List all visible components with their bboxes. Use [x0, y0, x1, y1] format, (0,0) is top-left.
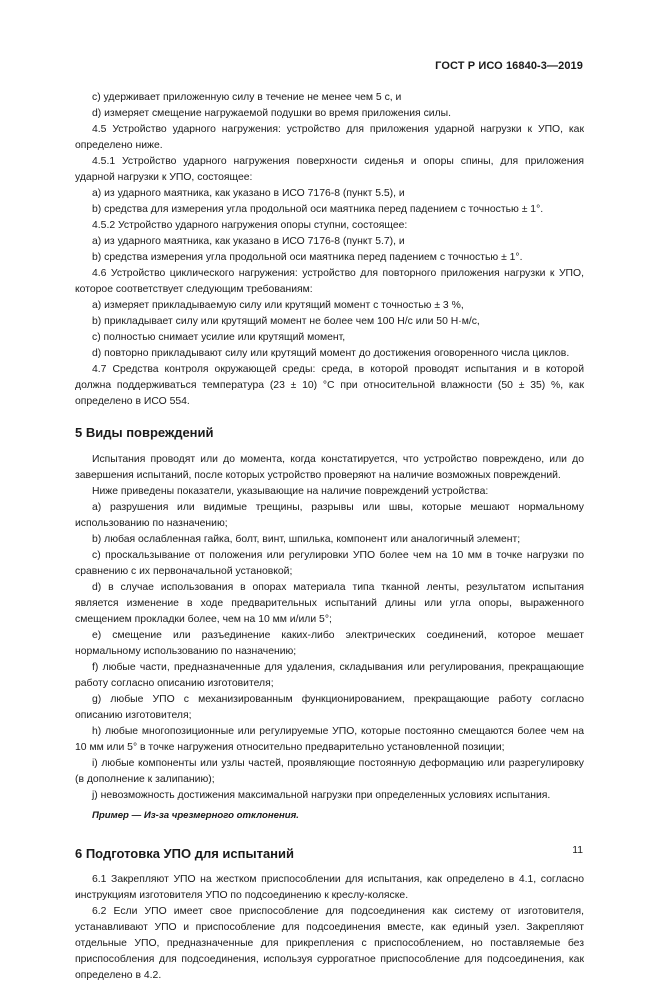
paragraph: 4.6 Устройство циклического нагружения: устройство для повторного приложения нагрузки к УПО, которое соответствует следующим требованиям: [75, 268, 584, 295]
paragraph: Испытания проводят или до момента, когда констатируется, что устройство повреждено, или до завершения испытаний, после которых устройство проверяют на наличие возможных повреждений. [75, 454, 584, 481]
section-5-heading: 5 Виды повреждений [75, 425, 214, 440]
paragraph: 6.1 Закрепляют УПО на жестком приспособлении для испытания, как определено в 4.1, согласно инструкциям изготовителя УПО по подсоединению к креслу-коляске. [75, 874, 584, 901]
example-note: Пример — Из-за чрезмерного отклонения. [92, 810, 299, 821]
paragraph: c) полностью снимает усилие или крутящий момент, [92, 332, 346, 343]
paragraph: 6.2 Если УПО имеет свое приспособление для подсоединения как систему от изготовителя, устанавливают УПО и приспособление для подсоединения вместе, как единый узел. Закрепляют отдельные УПО, предназначенные для прикрепления с приспособлением, но поставляемые без приспособления для подсоединения, используя суррогатное приспособление для подсоединения, как определено в 4.2. [75, 906, 584, 981]
paragraph: Ниже приведены показатели, указывающие на наличие повреждений устройства: [92, 486, 489, 497]
paragraph: a) из ударного маятника, как указано в ИСО 7176-8 (пункт 5.5), и [92, 188, 405, 199]
section-6-heading: 6 Подготовка УПО для испытаний [75, 846, 295, 861]
paragraph: g) любые УПО с механизированным функционированием, прекращающие работу согласно описанию изготовителя; [75, 694, 584, 721]
paragraph: 4.5 Устройство ударного нагружения: устройство для приложения ударной нагрузки к УПО, как определено ниже. [75, 124, 584, 151]
paragraph: d) повторно прикладывают силу или крутящий момент до достижения оговоренного числа циклов. [92, 348, 570, 359]
paragraph: a) разрушения или видимые трещины, разрывы или швы, которые мешают нормальному использованию по назначению; [75, 502, 584, 529]
paragraph: d) в случае использования в опорах материала типа тканной ленты, результатом испытания является изменение в ходе предварительных испытаний длины или угла опоры, выраженного смещением прокладки более, чем на 10 мм и/или 5°; [75, 582, 584, 625]
page-number: 11 [572, 845, 583, 856]
paragraph: h) любые многопозиционные или регулируемые УПО, которые постоянно смещаются более чем на 10 мм или 5° в точке нагружения относительно предварительно установленной позиции; [75, 726, 584, 753]
paragraph: j) невозможность достижения максимальной нагрузки при определенных условиях испытания. [92, 790, 551, 801]
paragraph: i) любые компоненты или узлы частей, проявляющие постоянную деформацию или разрегулировку (в дополнение к залипанию); [75, 758, 584, 785]
paragraph: 4.7 Средства контроля окружающей среды: среда, в которой проводят испытания и в которой должна поддерживаться температура (23 ± 10) °С при относительной влажности (50 ± 35) %, как определено в ИСО 554. [75, 364, 584, 407]
clause-4-continuation [75, 90, 584, 410]
paragraph: f) любые части, предназначенные для удаления, складывания или регулирования, прекращающие работу согласно описанию изготовителя; [75, 662, 584, 689]
paragraph: b) средства измерения угла продольной оси маятника перед падением с точностью ± 1°. [92, 252, 523, 263]
section-5-body [75, 452, 584, 804]
paragraph: c) проскальзывание от положения или регулировки УПО более чем на 10 мм в точке нагрузки по сравнению с их первоначальной установкой; [75, 550, 584, 577]
paragraph: a) из ударного маятника, как указано в ИСО 7176-8 (пункт 5.7), и [92, 236, 405, 247]
paragraph: b) любая ослабленная гайка, болт, винт, шпилька, компонент или аналогичный элемент; [92, 534, 521, 545]
paragraph: e) смещение или разъединение каких-либо электрических соединений, которое мешает нормальному использованию по назначению; [75, 630, 584, 657]
paragraph: a) измеряет прикладываемую силу или крутящий момент с точностью ± 3 %, [92, 300, 464, 311]
document-id-header: ГОСТ Р ИСО 16840-3—2019 [435, 60, 583, 72]
paragraph: b) средства для измерения угла продольной оси маятника перед падением с точностью ± 1°. [92, 204, 544, 215]
paragraph: c) удерживает приложенную силу в течение не менее чем 5 с, и [92, 92, 402, 103]
paragraph: b) прикладывает силу или крутящий момент не более чем 100 Н/с или 50 Н·м/с, [92, 316, 480, 327]
section-6-body [75, 872, 584, 984]
paragraph: 4.5.2 Устройство ударного нагружения опоры ступни, состоящее: [92, 220, 408, 231]
paragraph: 4.5.1 Устройство ударного нагружения поверхности сиденья и опоры спины, для приложения ударной нагрузки к УПО, состоящее: [75, 156, 584, 183]
paragraph: d) измеряет смещение нагружаемой подушки во время приложения силы. [92, 108, 451, 119]
document-body [75, 90, 584, 984]
